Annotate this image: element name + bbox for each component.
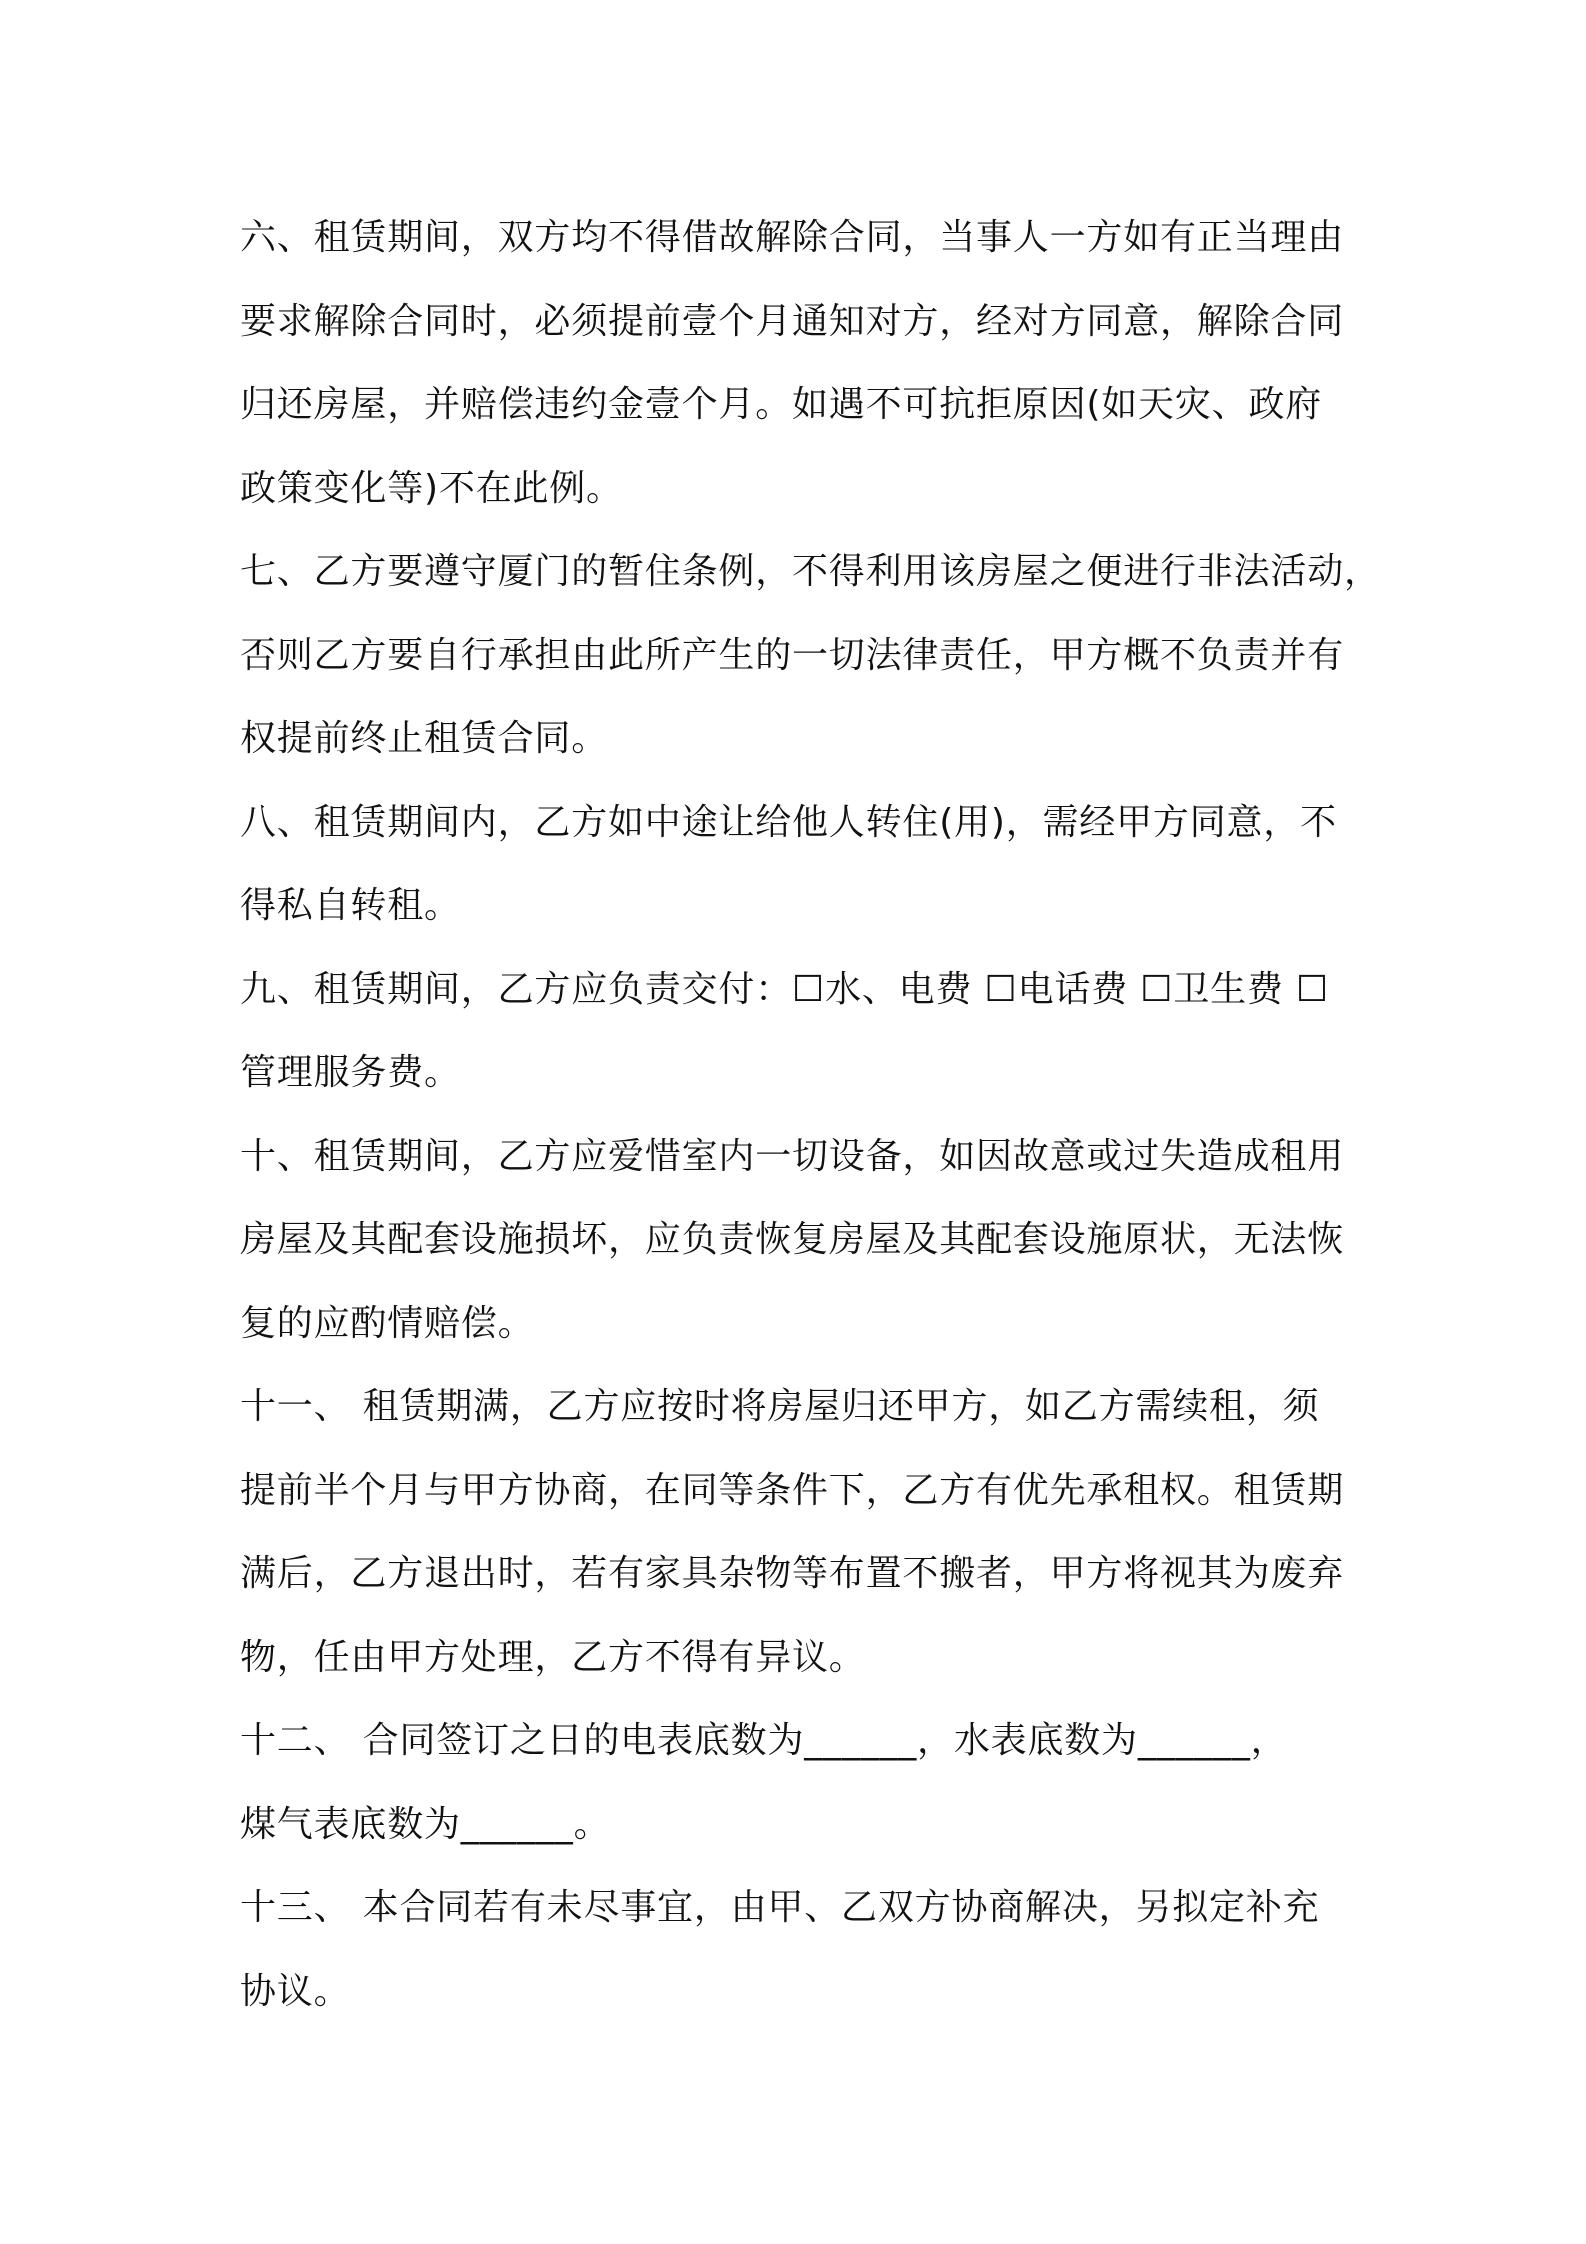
clause-10 xyxy=(240,1115,1360,1366)
clause-line: 协议。 xyxy=(240,1970,351,2012)
clause-line: 九、租赁期间，乙方应负责交付：☐水、电费 ☐电话费 ☐卫生费 ☐ xyxy=(240,968,1330,1010)
clause-6 xyxy=(240,196,1360,530)
clause-line: 得私自转租。 xyxy=(240,885,461,926)
clause-line: 否则乙方要自行承担由此所产生的一切法律责任，甲方概不负责并有 xyxy=(240,634,1345,676)
clause-12 xyxy=(240,1699,1360,1866)
clause-line: 满后，乙方退出时，若有家具杂物等布置不搬者，甲方将视其为废弃 xyxy=(240,1553,1345,1594)
clause-line: 管理服务费。 xyxy=(240,1052,461,1093)
document-body xyxy=(240,196,1381,2033)
clause-line: 政策变化等)不在此例。 xyxy=(240,467,623,509)
clause-line: 十、租赁期间，乙方应爱惜室内一切设备，如因故意或过失造成租用 xyxy=(240,1135,1345,1177)
clause-line: 八、租赁期间内，乙方如中途让给他人转住(用)，需经甲方同意，不 xyxy=(240,801,1337,843)
clause-line: 七、乙方要遵守厦门的暂住条例，不得利用该房屋之便进行非法活动， xyxy=(240,551,1381,592)
clause-8 xyxy=(240,781,1360,948)
clause-13 xyxy=(240,1866,1360,2033)
clause-line: 要求解除合同时，必须提前壹个月通知对方，经对方同意，解除合同 xyxy=(240,300,1345,342)
clause-line: 提前半个月与甲方协商，在同等条件下，乙方有优先承租权。租赁期 xyxy=(240,1469,1345,1511)
clause-line: 十一、 租赁期满，乙方应按时将房屋归还甲方，如乙方需续租，须 xyxy=(240,1386,1320,1427)
clause-line: 十三、 本合同若有未尽事宜，由甲、乙双方协商解决，另拟定补充 xyxy=(240,1887,1320,1928)
clause-line: 六、租赁期间，双方均不得借故解除合同，当事人一方如有正当理由 xyxy=(240,217,1345,258)
clause-line: 物，任由甲方处理，乙方不得有异议。 xyxy=(240,1636,866,1678)
clause-line: 房屋及其配套设施损坏，应负责恢复房屋及其配套设施原状，无法恢 xyxy=(240,1219,1345,1260)
clause-7 xyxy=(240,530,1381,781)
clause-line: 权提前终止租赁合同。 xyxy=(240,718,609,759)
clause-line: 归还房屋，并赔偿违约金壹个月。如遇不可抗拒原因(如天灾、政府 xyxy=(240,384,1323,425)
clause-line: 十二、 合同签订之日的电表底数为______，水表底数为______， xyxy=(240,1720,1288,1761)
clause-line: 煤气表底数为______。 xyxy=(240,1803,611,1845)
clause-9 xyxy=(240,948,1360,1115)
clause-line: 复的应酌情赔偿。 xyxy=(240,1302,535,1344)
clause-11 xyxy=(240,1365,1360,1699)
